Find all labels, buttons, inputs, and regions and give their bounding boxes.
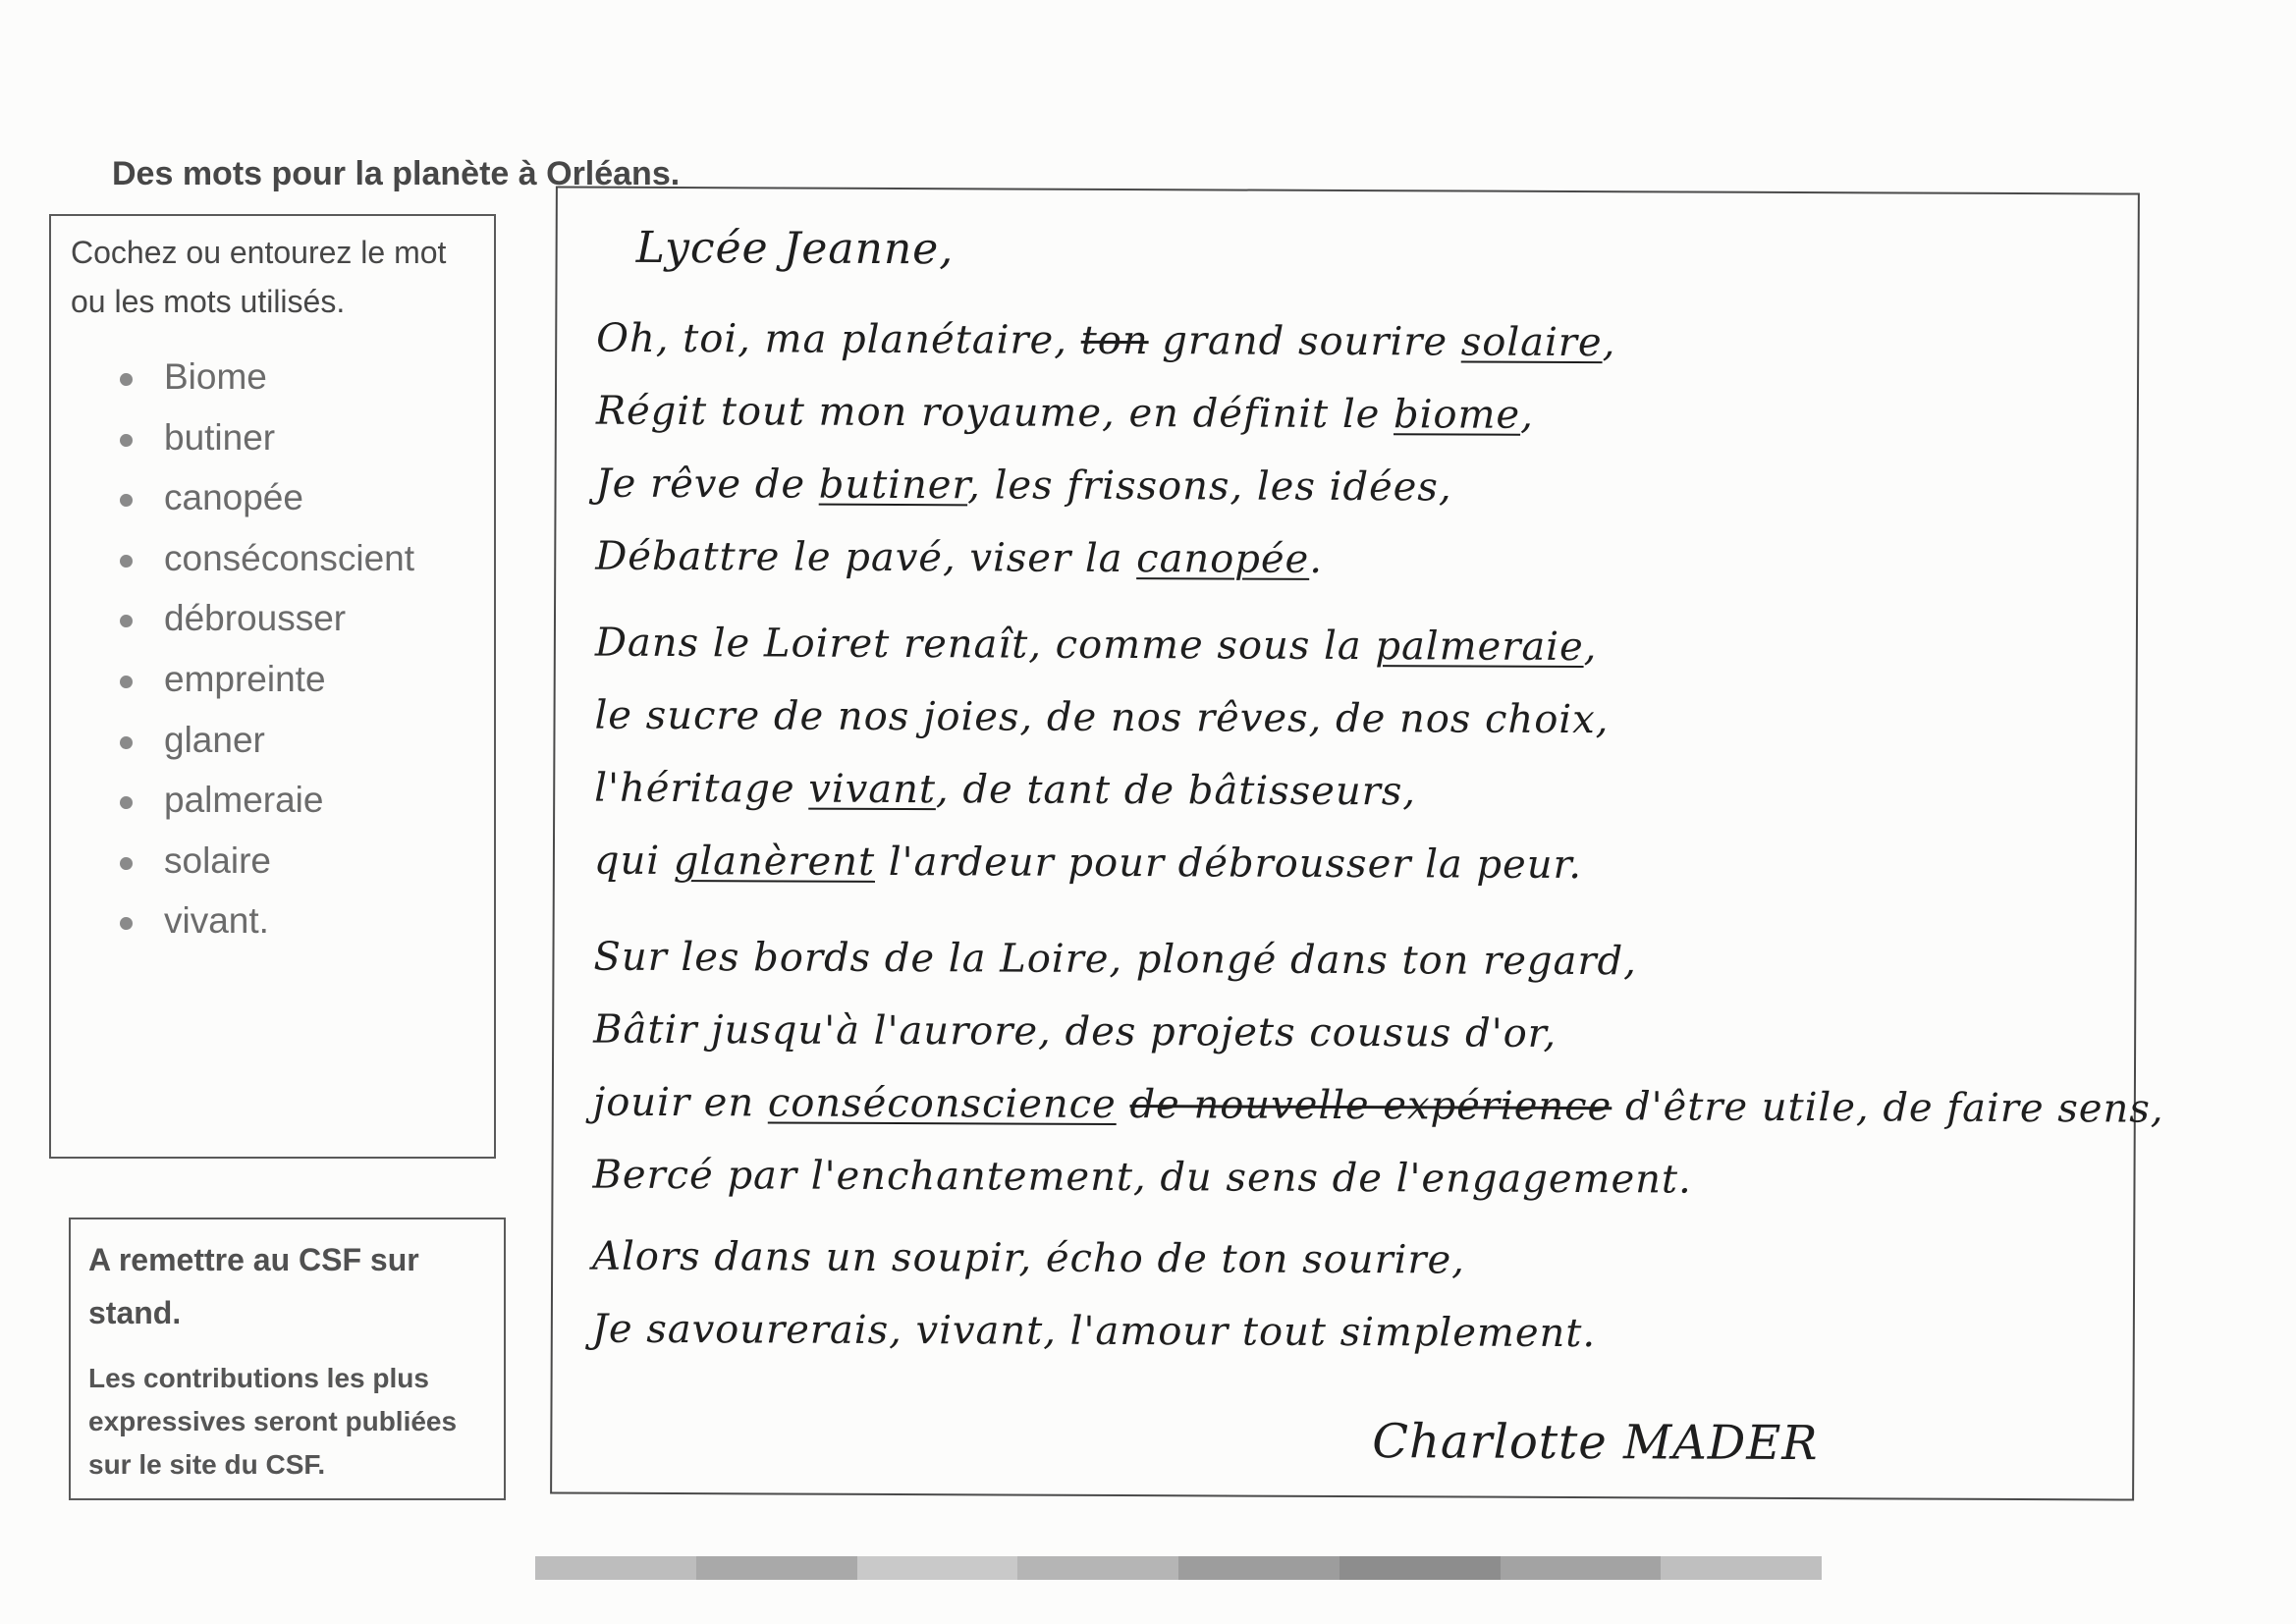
- word-item[interactable]: conséconscient: [120, 538, 414, 599]
- poem-line: [595, 621, 1598, 670]
- scanbar-segment: [535, 1556, 696, 1580]
- poem-line: [595, 461, 1451, 511]
- poem-line: [594, 693, 1609, 743]
- poem-text: .: [1309, 536, 1324, 582]
- word-item[interactable]: glaner: [120, 720, 414, 781]
- word-list: [120, 356, 414, 961]
- poem-text: ,: [1520, 392, 1534, 438]
- poem-text: Je rêve de: [595, 460, 819, 508]
- underlined-word: conséconscience: [767, 1080, 1117, 1127]
- poem-text: jouir en: [592, 1079, 768, 1126]
- word-checklist-box: [49, 214, 496, 1159]
- poem-title: Lycée Jeanne,: [635, 222, 955, 275]
- word-item[interactable]: solaire: [120, 840, 414, 901]
- poem-text: , les frissons, les idées,: [967, 462, 1452, 511]
- word-item[interactable]: débrousser: [120, 598, 414, 659]
- underlined-word: canopée: [1136, 536, 1310, 582]
- poem-box: [550, 186, 2164, 1500]
- poem-text: , de tant de bâtisseurs,: [935, 767, 1417, 815]
- poem-line: [592, 1153, 1691, 1203]
- word-item[interactable]: canopée: [120, 477, 414, 538]
- poem-text: Je savourerais, vivant, l'amour tout simplement.: [591, 1306, 1597, 1357]
- scan-calibration-bar: [535, 1556, 1822, 1580]
- poem-line: [596, 316, 1615, 366]
- scanbar-segment: [1661, 1556, 1822, 1580]
- poem-line: [592, 1307, 1596, 1356]
- poem-line: [594, 839, 1582, 888]
- poem-line: [592, 1234, 1465, 1283]
- poem-line: [593, 1007, 1557, 1056]
- poem-text: Oh, toi, ma planétaire,: [596, 315, 1081, 363]
- submission-info-box: [69, 1218, 506, 1500]
- word-item[interactable]: butiner: [120, 417, 414, 478]
- poem-text: ,: [1583, 624, 1598, 671]
- poem-text: Sur les bords de la Loire, plongé dans ton regard,: [593, 934, 1637, 985]
- poem-text: d'être utile, de faire sens,: [1612, 1084, 2164, 1132]
- poem-text: Dans le Loiret renaît, comme sous la: [594, 620, 1376, 670]
- poem-line: [595, 534, 1323, 582]
- poem-line: [594, 766, 1416, 815]
- struck-word: ton: [1080, 317, 1149, 364]
- signature: Charlotte MADER: [1372, 1414, 1819, 1472]
- poem-text: le sucre de nos joies, de nos rêves, de nos choix,: [594, 692, 1610, 743]
- page-title: Des mots pour la planète à Orléans.: [112, 155, 681, 192]
- underlined-word: glanèrent: [673, 839, 876, 885]
- word-item[interactable]: Biome: [120, 356, 414, 417]
- scanbar-segment: [1501, 1556, 1662, 1580]
- poem-text: Bâtir jusqu'à l'aurore, des projets cousus d'or,: [593, 1006, 1558, 1056]
- scanbar-segment: [1339, 1556, 1501, 1580]
- underlined-word: butiner: [818, 461, 968, 509]
- underlined-word: solaire: [1460, 319, 1603, 366]
- scanbar-segment: [1178, 1556, 1339, 1580]
- submission-title: A remettre au CSF sur stand.: [88, 1242, 419, 1330]
- underlined-word: vivant: [808, 766, 937, 813]
- underlined-word: palmeraie: [1375, 623, 1584, 671]
- submission-note: Les contributions les plus expressives seront publiées sur le site du CSF.: [88, 1363, 458, 1480]
- scanbar-segment: [857, 1556, 1018, 1580]
- scanbar-segment: [1017, 1556, 1178, 1580]
- word-item[interactable]: empreinte: [120, 659, 414, 720]
- poem-text: Bercé par l'enchantement, du sens de l'engagement.: [592, 1152, 1692, 1203]
- poem-line: [593, 1080, 2164, 1132]
- word-item[interactable]: palmeraie: [120, 780, 414, 840]
- poem-text: qui: [593, 838, 674, 885]
- scanbar-segment: [696, 1556, 857, 1580]
- poem-text: Débattre le pavé, viser la: [595, 533, 1137, 582]
- checklist-instruction: Cochez ou entourez le mot ou les mots utilisés.: [71, 235, 447, 319]
- poem-line: [596, 389, 1534, 438]
- poem-text: Alors dans un soupir, écho de ton sourire,: [592, 1233, 1466, 1283]
- poem-text: ,: [1602, 320, 1616, 366]
- underlined-word: biome: [1393, 392, 1521, 438]
- poem-text: l'héritage: [594, 765, 809, 812]
- poem-text: Régit tout mon royaume, en définit le: [595, 388, 1394, 438]
- poem-text: l'ardeur pour débrousser la peur.: [875, 839, 1583, 889]
- poem-text: grand sourire: [1148, 318, 1461, 365]
- struck-phrase: de nouvelle expérience: [1129, 1082, 1613, 1130]
- poem-line: [593, 935, 1637, 985]
- word-item[interactable]: vivant.: [120, 900, 414, 961]
